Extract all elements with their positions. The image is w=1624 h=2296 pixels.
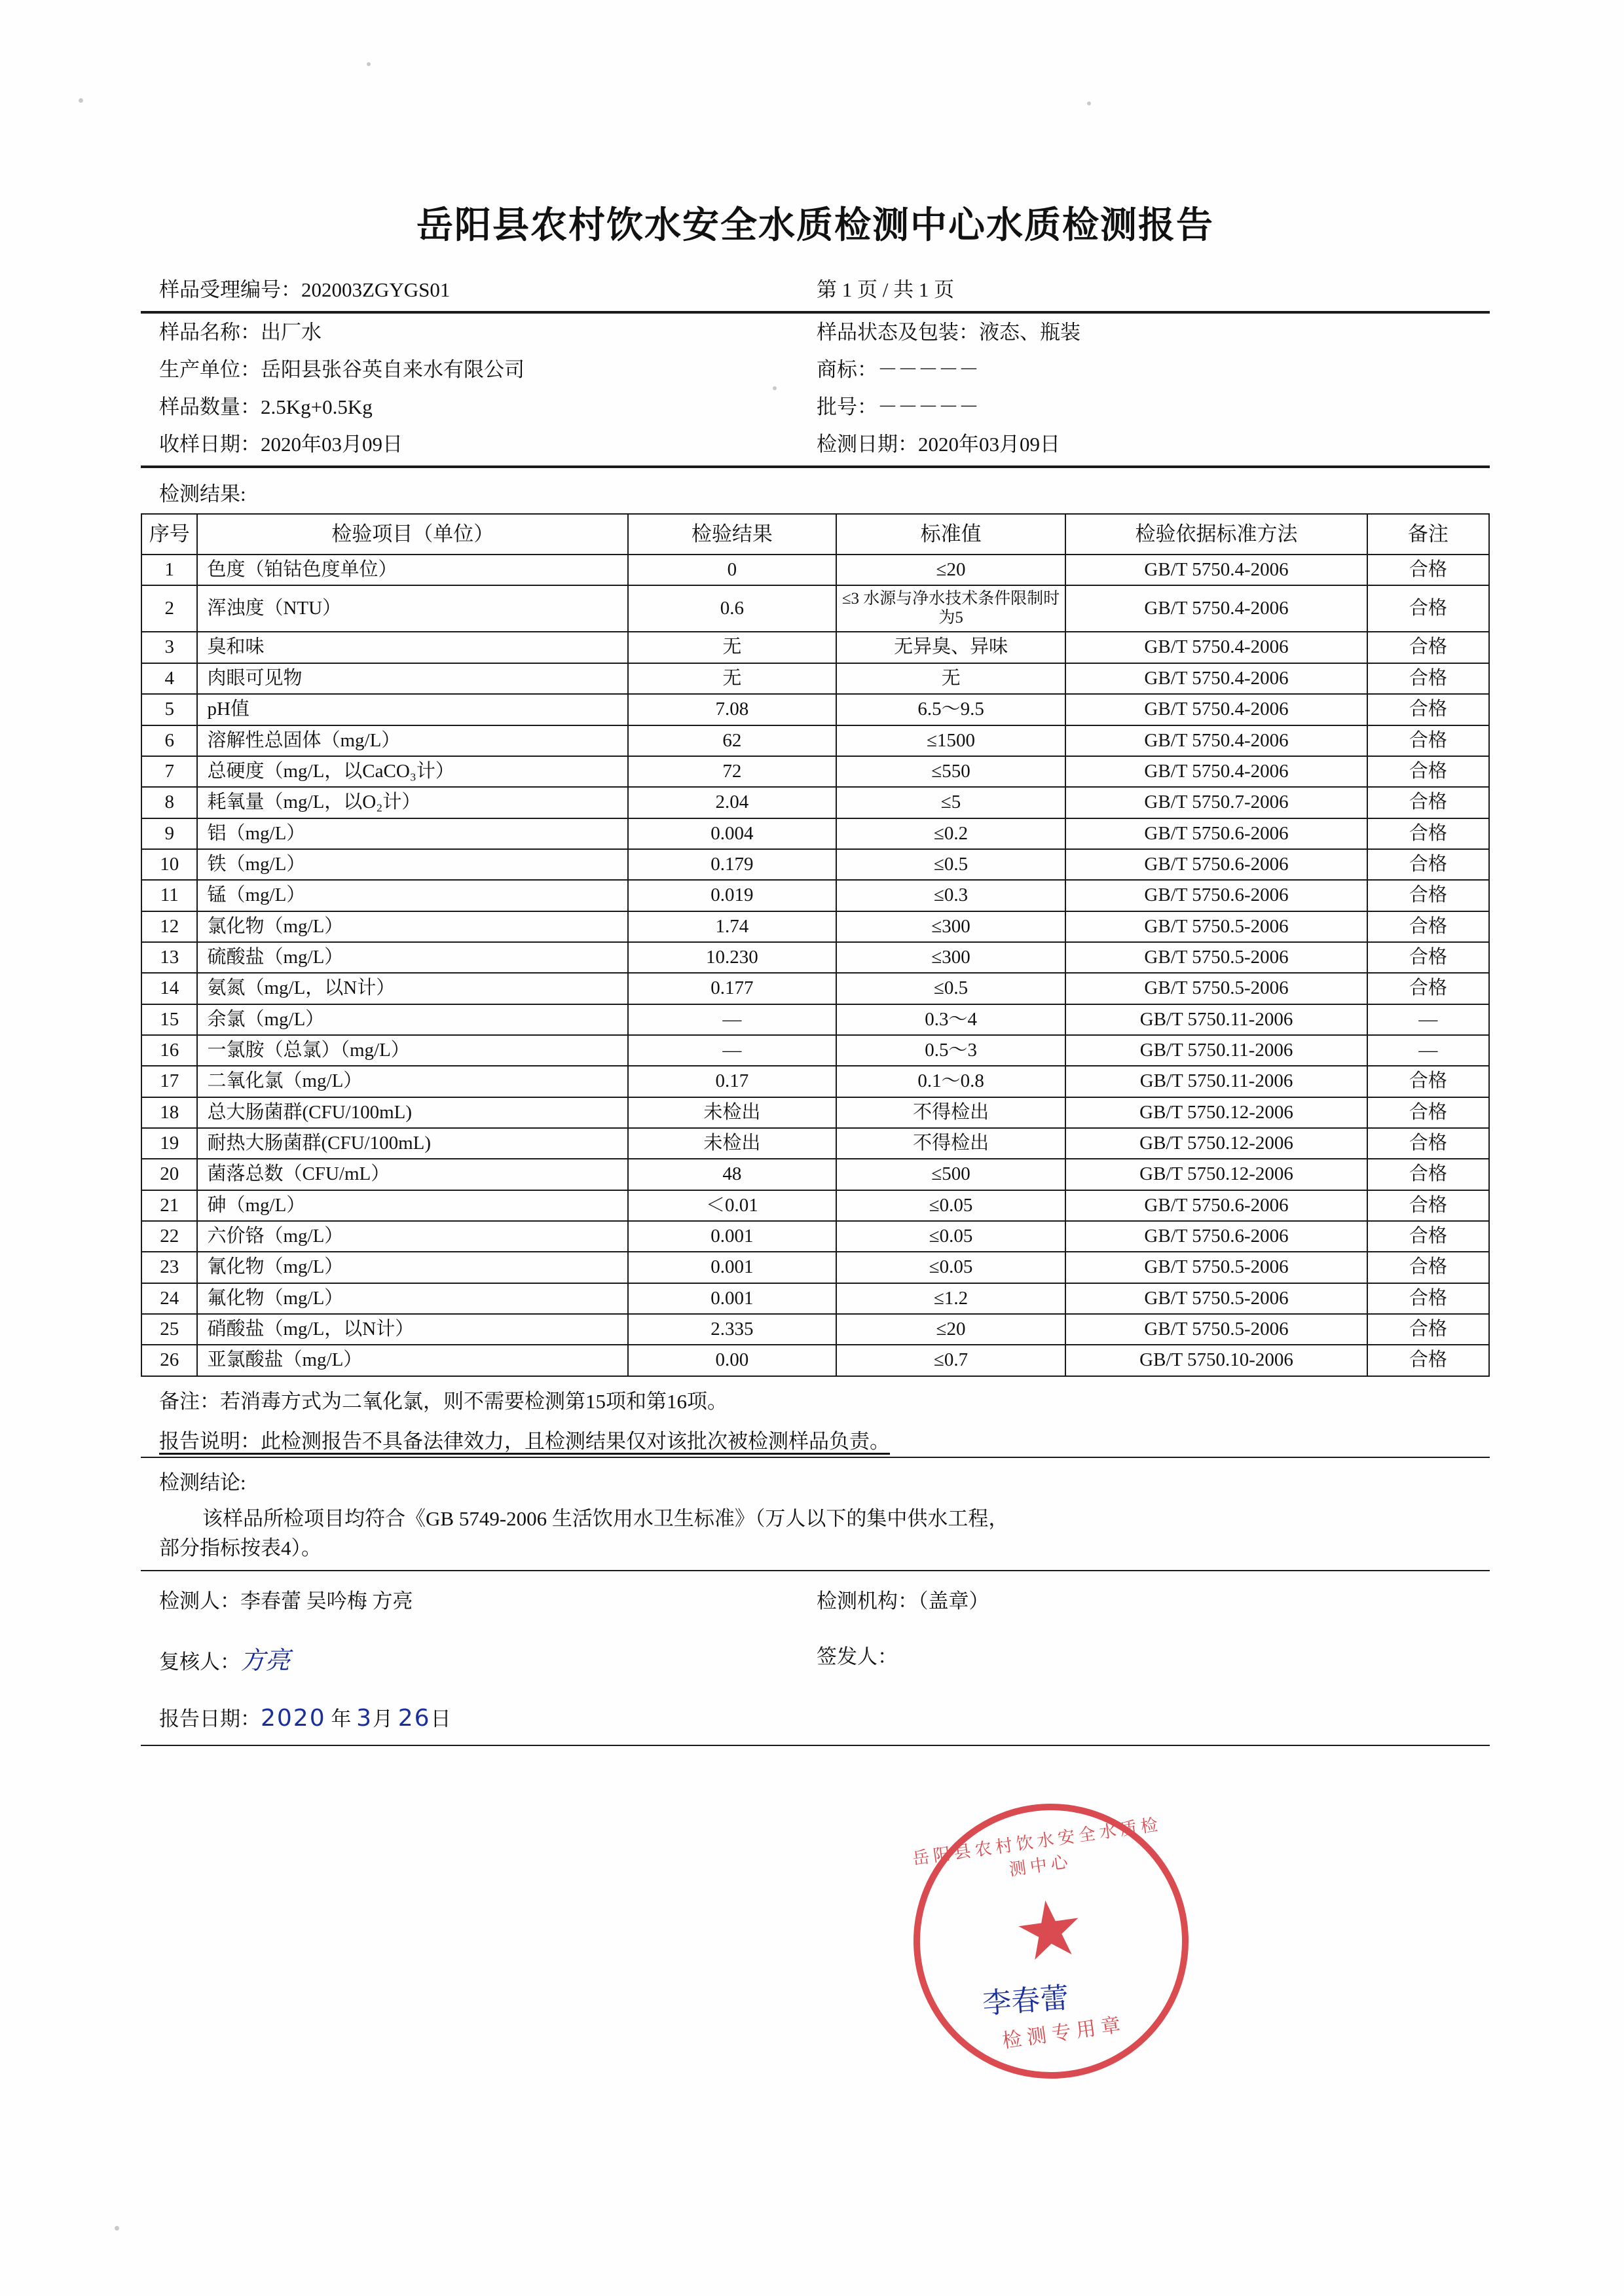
cell-result: 7.08 (628, 694, 836, 725)
cell-note: 合格 (1367, 1221, 1489, 1252)
cell-result: 0.004 (628, 818, 836, 849)
cell-standard: ≤1500 (836, 725, 1066, 756)
cell-note: 合格 (1367, 942, 1489, 973)
cell-result: 0.001 (628, 1221, 836, 1252)
scan-speck (367, 62, 371, 66)
table-row (141, 756, 1489, 787)
issuer-label: 签发人： (817, 1645, 898, 1668)
cell-item: 浑浊度（NTU） (197, 585, 628, 632)
org-cell (802, 1584, 1490, 1614)
cell-item: 锰（mg/L） (197, 880, 628, 911)
cell-note: 合格 (1367, 849, 1489, 880)
cell-note: 合格 (1367, 787, 1489, 818)
cell-item: 耐热大肠菌群(CFU/100mL) (197, 1128, 628, 1159)
cell-no: 5 (141, 694, 197, 725)
cell-standard: ≤0.5 (836, 849, 1066, 880)
cell-note: 合格 (1367, 585, 1489, 632)
cell-standard: ≤0.05 (836, 1252, 1066, 1283)
cell-standard: ≤300 (836, 942, 1066, 973)
cell-method: GB/T 5750.11-2006 (1065, 1035, 1367, 1066)
reviewer-cell (141, 1640, 802, 1676)
table-row (141, 911, 1489, 942)
cell-method: GB/T 5750.11-2006 (1065, 1004, 1367, 1035)
test-date-cell (802, 434, 1490, 454)
cell-result: 72 (628, 756, 836, 787)
table-row (141, 555, 1489, 585)
cell-note: 合格 (1367, 1066, 1489, 1097)
official-seal (896, 1786, 1206, 2096)
cell-no: 19 (141, 1128, 197, 1159)
cell-note: 合格 (1367, 1252, 1489, 1283)
cell-standard: ≤0.05 (836, 1221, 1066, 1252)
scan-speck (79, 98, 83, 103)
cell-standard: 0.1～0.8 (836, 1066, 1066, 1097)
cell-item: 硝酸盐（mg/L，以N计） (197, 1314, 628, 1345)
tester-row (141, 1571, 1490, 1627)
cell-method: GB/T 5750.4-2006 (1065, 585, 1367, 632)
report-date-row (141, 1689, 1490, 1745)
accept-no-row (141, 271, 1490, 308)
cell-item: 铝（mg/L） (197, 818, 628, 849)
cell-no: 16 (141, 1035, 197, 1066)
th-standard: 标准值 (836, 514, 1066, 555)
table-row (141, 1097, 1489, 1128)
table-row (141, 1190, 1489, 1221)
report-date-year: 2020 (261, 1704, 326, 1732)
cell-note: 合格 (1367, 632, 1489, 663)
cell-note: 合格 (1367, 1190, 1489, 1221)
cell-result: 无 (628, 663, 836, 694)
cell-result: 0.00 (628, 1345, 836, 1376)
producer-label: 生产单位： (159, 358, 261, 381)
cell-no: 14 (141, 973, 197, 1004)
page-title: 岳阳县农村饮水安全水质检测中心水质检测报告 (416, 206, 1214, 246)
meta-row-dates (141, 426, 1490, 463)
cell-method: GB/T 5750.4-2006 (1065, 555, 1367, 585)
cell-standard: 6.5～9.5 (836, 694, 1066, 725)
cell-item: 溶解性总固体（mg/L） (197, 725, 628, 756)
table-row (141, 1004, 1489, 1035)
cell-standard: ≤0.05 (836, 1190, 1066, 1221)
cell-no: 20 (141, 1159, 197, 1190)
cell-result: 0.179 (628, 849, 836, 880)
cell-standard: ≤0.2 (836, 818, 1066, 849)
cell-result: 0 (628, 555, 836, 585)
cell-item: 硫酸盐（mg/L） (197, 942, 628, 973)
batch-cell (802, 397, 1490, 417)
producer-cell (141, 359, 802, 380)
receive-date-cell (141, 434, 802, 454)
cell-method: GB/T 5750.4-2006 (1065, 632, 1367, 663)
cell-note: 合格 (1367, 555, 1489, 585)
cell-note: 合格 (1367, 911, 1489, 942)
cell-method: GB/T 5750.5-2006 (1065, 1252, 1367, 1283)
table-row (141, 694, 1489, 725)
cell-method: GB/T 5750.12-2006 (1065, 1128, 1367, 1159)
cell-method: GB/T 5750.5-2006 (1065, 1283, 1367, 1314)
table-row (141, 973, 1489, 1004)
cell-item: 总硬度（mg/L，以CaCO₃计） (197, 756, 628, 787)
cell-standard: ≤550 (836, 756, 1066, 787)
report-date-month: 3 (356, 1704, 373, 1732)
sample-name-label: 样品名称： (159, 321, 261, 344)
receive-date-label: 收样日期： (159, 433, 261, 456)
table-row (141, 1283, 1489, 1314)
cell-item: 氯化物（mg/L） (197, 911, 628, 942)
cell-result: 0.177 (628, 973, 836, 1004)
cell-note: 合格 (1367, 818, 1489, 849)
cell-standard: ≤300 (836, 911, 1066, 942)
cell-result: 62 (628, 725, 836, 756)
cell-result: 未检出 (628, 1128, 836, 1159)
cell-method: GB/T 5750.6-2006 (1065, 818, 1367, 849)
results-table (141, 513, 1490, 1377)
cell-method: GB/T 5750.5-2006 (1065, 911, 1367, 942)
cell-no: 11 (141, 880, 197, 911)
cell-standard: 不得检出 (836, 1128, 1066, 1159)
meta-row-quantity (141, 388, 1490, 426)
issuer-cell (802, 1640, 1490, 1676)
cell-item: 铁（mg/L） (197, 849, 628, 880)
cell-item: 色度（铂钴色度单位） (197, 555, 628, 585)
trademark-value: －－－－－ (877, 358, 979, 381)
accept-no-cell (141, 280, 802, 300)
cell-note: 合格 (1367, 663, 1489, 694)
cell-standard: ≤20 (836, 555, 1066, 585)
cell-item: 耗氧量（mg/L，以O₂计） (197, 787, 628, 818)
table-row (141, 1035, 1489, 1066)
th-note: 备注 (1367, 514, 1489, 555)
cell-no: 13 (141, 942, 197, 973)
th-method: 检验依据标准方法 (1065, 514, 1367, 555)
cell-standard: ≤1.2 (836, 1283, 1066, 1314)
table-row (141, 818, 1489, 849)
th-result: 检验结果 (628, 514, 836, 555)
cell-method: GB/T 5750.7-2006 (1065, 787, 1367, 818)
cell-method: GB/T 5750.12-2006 (1065, 1159, 1367, 1190)
cell-result: 2.335 (628, 1314, 836, 1345)
accept-no-value: 202003ZGYGS01 (301, 278, 451, 301)
cell-note: 合格 (1367, 756, 1489, 787)
cell-no: 8 (141, 787, 197, 818)
cell-standard: ≤500 (836, 1159, 1066, 1190)
divider-bottom (141, 1745, 1490, 1746)
producer-value: 岳阳县张谷英自来水有限公司 (261, 358, 525, 381)
cell-result: — (628, 1004, 836, 1035)
th-item: 检验项目（单位） (197, 514, 628, 555)
cell-no: 15 (141, 1004, 197, 1035)
cell-note: 合格 (1367, 1097, 1489, 1128)
cell-result: — (628, 1035, 836, 1066)
report-statement (141, 1417, 1490, 1457)
conclusion-label: 检测结论: (159, 1470, 246, 1494)
cell-item: pH值 (197, 694, 628, 725)
sample-name-value: 出厂水 (261, 321, 322, 344)
sample-state-cell (802, 322, 1490, 342)
seal-top-text: 岳阳县农村饮水安全水质检测中心 (911, 1814, 1163, 1880)
cell-standard: 无 (836, 663, 1066, 694)
table-row (141, 1252, 1489, 1283)
cell-no: 24 (141, 1283, 197, 1314)
table-row (141, 632, 1489, 663)
table-row (141, 585, 1489, 632)
cell-no: 1 (141, 555, 197, 585)
quantity-label: 样品数量： (159, 395, 261, 418)
cell-note: 合格 (1367, 1314, 1489, 1345)
cell-note: 合格 (1367, 1283, 1489, 1314)
cell-no: 2 (141, 585, 197, 632)
cell-no: 21 (141, 1190, 197, 1221)
report-statement-text: 报告说明：此检测报告不具备法律效力，且检测结果仅对该批次被检测样品负责。 (159, 1429, 890, 1453)
cell-note: 合格 (1367, 1128, 1489, 1159)
cell-method: GB/T 5750.4-2006 (1065, 756, 1367, 787)
cell-result: 0.019 (628, 880, 836, 911)
cell-standard: ≤0.5 (836, 973, 1066, 1004)
table-row (141, 663, 1489, 694)
table-footnote: 备注：若消毒方式为二氧化氯，则不需要检测第15项和第16项。 (159, 1389, 728, 1413)
report-date-label: 报告日期： (159, 1707, 261, 1730)
cell-method: GB/T 5750.6-2006 (1065, 880, 1367, 911)
cell-note: — (1367, 1004, 1489, 1035)
th-no: 序号 (141, 514, 197, 555)
cell-no: 26 (141, 1345, 197, 1376)
reviewer-signature: 方亮 (240, 1645, 291, 1675)
table-row (141, 1159, 1489, 1190)
accept-no-label: 样品受理编号： (159, 278, 301, 301)
org-label: 检测机构：（盖章） (817, 1589, 989, 1613)
reviewer-label: 复核人： (159, 1650, 240, 1673)
cell-no: 4 (141, 663, 197, 694)
cell-no: 12 (141, 911, 197, 942)
trademark-cell (802, 359, 1490, 380)
cell-item: 氨氮（mg/L，以N计） (197, 973, 628, 1004)
cell-item: 六价铬（mg/L） (197, 1221, 628, 1252)
report-date-cell (141, 1702, 802, 1732)
cell-method: GB/T 5750.10-2006 (1065, 1345, 1367, 1376)
cell-no: 10 (141, 849, 197, 880)
cell-item: 一氯胺（总氯）（mg/L） (197, 1035, 628, 1066)
cell-item: 亚氯酸盐（mg/L） (197, 1345, 628, 1376)
sample-state-label: 样品状态及包装： (817, 321, 979, 344)
cell-note: 合格 (1367, 1159, 1489, 1190)
cell-note: 合格 (1367, 694, 1489, 725)
cell-result: 0.6 (628, 585, 836, 632)
cell-item: 砷（mg/L） (197, 1190, 628, 1221)
batch-label: 批号： (817, 395, 877, 418)
cell-no: 25 (141, 1314, 197, 1345)
cell-no: 22 (141, 1221, 197, 1252)
table-row (141, 880, 1489, 911)
cell-no: 7 (141, 756, 197, 787)
cell-no: 3 (141, 632, 197, 663)
cell-method: GB/T 5750.12-2006 (1065, 1097, 1367, 1128)
reviewer-row (141, 1627, 1490, 1689)
cell-method: GB/T 5750.6-2006 (1065, 849, 1367, 880)
quantity-value: 2.5Kg+0.5Kg (261, 395, 373, 418)
cell-result: 未检出 (628, 1097, 836, 1128)
meta-row-producer (141, 351, 1490, 388)
cell-item: 肉眼可见物 (197, 663, 628, 694)
conclusion-body (141, 1501, 1490, 1570)
cell-standard: ≤5 (836, 787, 1066, 818)
tester-label: 检测人： (159, 1589, 240, 1613)
cell-item: 菌落总数（CFU/mL） (197, 1159, 628, 1190)
cell-result: 48 (628, 1159, 836, 1190)
conclusion-line-1: 该样品所检项目均符合《GB 5749-2006 生活饮用水卫生标准》（万人以下的集中供水工程， (202, 1506, 1009, 1530)
batch-value: －－－－－ (877, 395, 979, 418)
cell-standard: 无异臭、异味 (836, 632, 1066, 663)
cell-result: 0.17 (628, 1066, 836, 1097)
table-row (141, 1314, 1489, 1345)
report-date-day-unit: 日 (430, 1707, 451, 1730)
cell-standard: ≤0.7 (836, 1345, 1066, 1376)
scan-speck (1087, 101, 1091, 105)
page-info: 第 1 页 / 共 1 页 (817, 278, 955, 301)
cell-standard: 不得检出 (836, 1097, 1066, 1128)
cell-item: 臭和味 (197, 632, 628, 663)
quantity-cell (141, 397, 802, 417)
cell-item: 氟化物（mg/L） (197, 1283, 628, 1314)
results-label: 检测结果: (159, 483, 246, 505)
cell-note: — (1367, 1035, 1489, 1066)
cell-no: 23 (141, 1252, 197, 1283)
report-date-day: 26 (397, 1704, 431, 1732)
cell-method: GB/T 5750.6-2006 (1065, 1190, 1367, 1221)
tester-value: 李春蕾 吴吟梅 方亮 (240, 1589, 413, 1613)
seal-bottom-text: 检测专用章 (1001, 2013, 1128, 2052)
cell-method: GB/T 5750.4-2006 (1065, 663, 1367, 694)
table-row (141, 1221, 1489, 1252)
cell-standard: ≤3 水源与净水技术条件限制时为5 (836, 585, 1066, 632)
cell-method: GB/T 5750.4-2006 (1065, 694, 1367, 725)
cell-standard: 0.3～4 (836, 1004, 1066, 1035)
report-sheet (141, 196, 1490, 1746)
cell-item: 余氯（mg/L） (197, 1004, 628, 1035)
cell-no: 9 (141, 818, 197, 849)
cell-note: 合格 (1367, 880, 1489, 911)
cell-note: 合格 (1367, 973, 1489, 1004)
cell-standard: ≤0.3 (836, 880, 1066, 911)
cell-method: GB/T 5750.4-2006 (1065, 725, 1367, 756)
cell-result: 2.04 (628, 787, 836, 818)
cell-item: 总大肠菌群(CFU/100mL) (197, 1097, 628, 1128)
test-date-label: 检测日期： (817, 433, 918, 456)
cell-note: 合格 (1367, 725, 1489, 756)
table-header-row (141, 514, 1489, 555)
cell-result: 无 (628, 632, 836, 663)
trademark-label: 商标： (817, 358, 877, 381)
scan-speck (115, 2226, 119, 2231)
conclusion-line-2: 部分指标按表4）。 (159, 1536, 322, 1559)
cell-standard: ≤20 (836, 1314, 1066, 1345)
report-date-month-unit: 月 (373, 1707, 394, 1730)
cell-result: 10.230 (628, 942, 836, 973)
cell-method: GB/T 5750.6-2006 (1065, 1221, 1367, 1252)
star-icon: ★ (1008, 1882, 1091, 1978)
table-row (141, 1066, 1489, 1097)
cell-method: GB/T 5750.5-2006 (1065, 942, 1367, 973)
cell-no: 17 (141, 1066, 197, 1097)
table-row (141, 787, 1489, 818)
meta-block (141, 271, 1490, 468)
cell-result: ＜0.01 (628, 1190, 836, 1221)
cell-result: 0.001 (628, 1283, 836, 1314)
table-row (141, 725, 1489, 756)
issuer-signature: 李春蕾 (981, 1981, 1070, 2021)
receive-date-value: 2020年03月09日 (261, 433, 403, 456)
cell-no: 18 (141, 1097, 197, 1128)
test-date-value: 2020年03月09日 (918, 433, 1060, 456)
sample-name-cell (141, 322, 802, 342)
table-row (141, 1128, 1489, 1159)
tester-cell (141, 1584, 802, 1614)
cell-result: 0.001 (628, 1252, 836, 1283)
cell-method: GB/T 5750.5-2006 (1065, 1314, 1367, 1345)
cell-no: 6 (141, 725, 197, 756)
table-row (141, 849, 1489, 880)
cell-item: 氰化物（mg/L） (197, 1252, 628, 1283)
report-date-year-unit: 年 (331, 1707, 352, 1730)
sample-state-value: 液态、瓶装 (979, 321, 1080, 344)
table-row (141, 1345, 1489, 1376)
meta-row-sample-name (141, 314, 1490, 351)
cell-result: 1.74 (628, 911, 836, 942)
table-row (141, 942, 1489, 973)
signature-block (141, 1571, 1490, 1746)
cell-note: 合格 (1367, 1345, 1489, 1376)
cell-standard: 0.5～3 (836, 1035, 1066, 1066)
cell-method: GB/T 5750.5-2006 (1065, 973, 1367, 1004)
cell-item: 二氧化氯（mg/L） (197, 1066, 628, 1097)
cell-method: GB/T 5750.11-2006 (1065, 1066, 1367, 1097)
report-date-spacer (802, 1702, 1490, 1732)
